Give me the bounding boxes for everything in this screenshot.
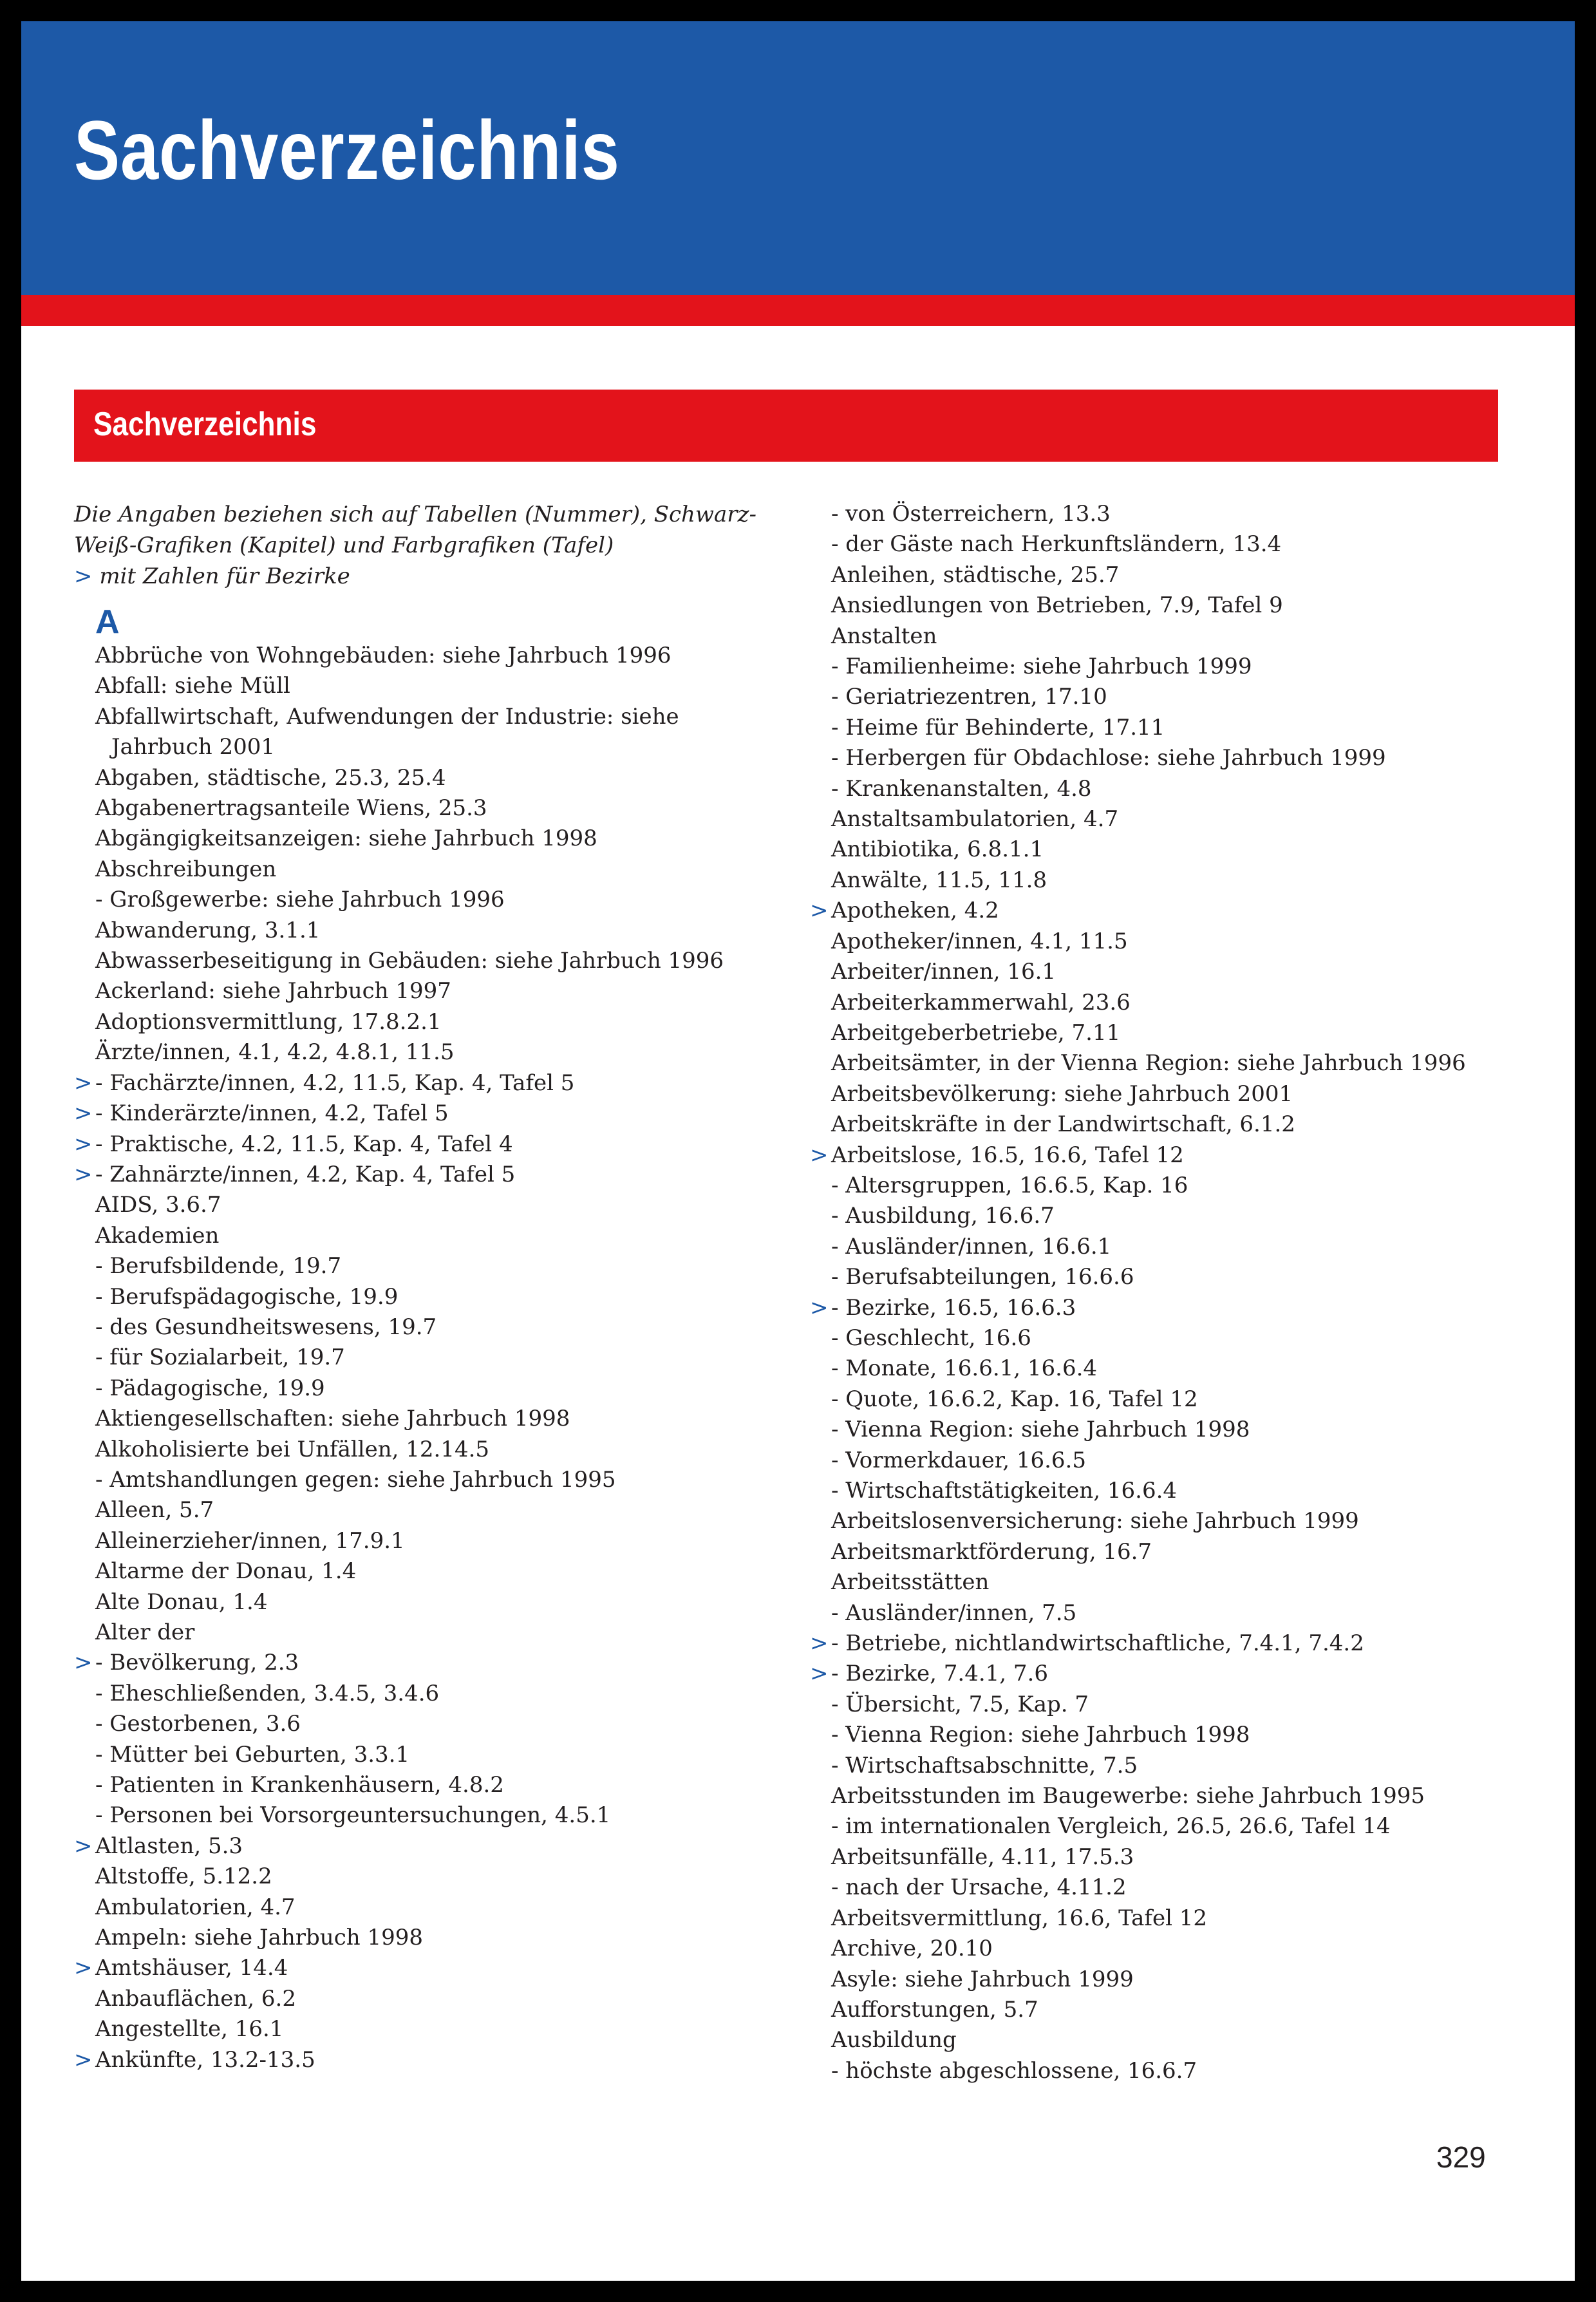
district-marker-symbol: > [74, 563, 93, 589]
section-title: Sachverzeichnis [93, 406, 317, 443]
index-entry [74, 1312, 814, 1343]
index-entry-text: Antibiotika, 6.8.1.1 [831, 836, 1044, 863]
index-entry [74, 1984, 814, 2014]
district-marker: > [74, 1833, 93, 1859]
index-entry [810, 560, 1537, 590]
index-entry-text: - Vienna Region: siehe Jahrbuch 1998 [831, 1722, 1250, 1748]
index-entry [74, 1221, 814, 1251]
index-entry [74, 1160, 814, 1190]
index-entry-text: - Mütter bei Geburten, 3.3.1 [95, 1741, 410, 1768]
page-number: 329 [1436, 2140, 1486, 2174]
index-entry-text: - Geriatriezentren, 17.10 [831, 684, 1107, 710]
index-entry-text: - Großgewerbe: siehe Jahrbuch 1996 [95, 887, 505, 913]
index-entry-text: Altstoffe, 5.12.2 [95, 1863, 272, 1890]
index-entry-text: - Quote, 16.6.2, Kap. 16, Tafel 12 [831, 1386, 1198, 1412]
index-entry-text: Ampeln: siehe Jahrbuch 1998 [95, 1925, 423, 1951]
index-entry-text: AIDS, 3.6.7 [95, 1192, 221, 1218]
index-entry [74, 763, 814, 793]
index-entry [810, 1079, 1537, 1109]
index-entry [810, 1506, 1537, 1536]
index-entry [810, 1965, 1537, 1995]
index-entry-text: - Gestorbenen, 3.6 [95, 1711, 301, 1737]
index-entry [810, 1659, 1537, 1689]
index-entry [74, 1892, 814, 1923]
index-entry [810, 1903, 1537, 1934]
index-entry-text: - Ausländer/innen, 7.5 [831, 1599, 1077, 1626]
index-entry-text: - Pädagogische, 19.9 [95, 1375, 325, 1401]
index-entry [74, 1618, 814, 1648]
index-entry [74, 1709, 814, 1739]
index-entry [810, 988, 1537, 1018]
index-entry-text: Alkoholisierte bei Unfällen, 12.14.5 [95, 1436, 490, 1462]
index-entry [74, 1129, 814, 1160]
index-entry [810, 1934, 1537, 1964]
index-entry [810, 1628, 1537, 1659]
index-entry [74, 824, 814, 854]
index-entry [810, 774, 1537, 804]
index-entry [74, 1556, 814, 1587]
index-entry [74, 1404, 814, 1434]
index-entry-text: Anstalten [831, 623, 937, 649]
index-entry-text: - Vienna Region: siehe Jahrbuch 1998 [831, 1417, 1250, 1443]
index-entry-text: Arbeitslosenversicherung: siehe Jahrbuch 1999 [831, 1508, 1359, 1534]
index-entry-text: Abfall: siehe Müll [95, 673, 290, 699]
index-entry [810, 865, 1537, 896]
index-entry-text: Alleen, 5.7 [95, 1497, 214, 1524]
index-entry [810, 652, 1537, 682]
index-entry-text: - Betriebe, nichtlandwirtschaftliche, 7.4.1, 7.4.2 [831, 1630, 1364, 1657]
index-entry-text: Arbeitgeberbetriebe, 7.11 [831, 1019, 1121, 1046]
district-marker: > [74, 2046, 93, 2073]
index-entry [810, 1262, 1537, 1292]
index-entry-text: Abwasserbeseitigung in Gebäuden: siehe Jahrbuch 1996 [95, 948, 724, 974]
index-entry-text: Arbeitsvermittlung, 16.6, Tafel 12 [831, 1905, 1208, 1931]
document-page [21, 21, 1575, 2281]
index-entry [74, 885, 814, 915]
index-entry [810, 1323, 1537, 1354]
index-entry [810, 590, 1537, 621]
index-entry-text: Adoptionsvermittlung, 17.8.2.1 [95, 1008, 442, 1035]
index-entry-text: - Berufspädagogische, 19.9 [95, 1283, 399, 1310]
index-entry-text: - Fachärzte/innen, 4.2, 11.5, Kap. 4, Tafel 5 [95, 1070, 575, 1096]
index-list-right [810, 499, 1537, 2086]
index-entry-text: - des Gesundheitswesens, 19.7 [95, 1314, 437, 1340]
index-entry-text: Arbeitsmarktförderung, 16.7 [831, 1538, 1152, 1565]
index-entry [810, 1598, 1537, 1628]
index-entry [74, 732, 814, 762]
index-entry [810, 1873, 1537, 1903]
index-entry-text: Anstaltsambulatorien, 4.7 [831, 806, 1119, 833]
index-entry [74, 2014, 814, 2044]
index-entry-text: - Kinderärzte/innen, 4.2, Tafel 5 [95, 1100, 449, 1127]
index-entry-text: - Bezirke, 16.5, 16.6.3 [831, 1294, 1076, 1321]
index-entry-text: Arbeitslose, 16.5, 16.6, Tafel 12 [831, 1142, 1184, 1168]
index-entry [810, 1995, 1537, 2025]
index-entry-text: - Bevölkerung, 2.3 [95, 1650, 299, 1676]
index-entry-text: Ärzte/innen, 4.1, 4.2, 4.8.1, 11.5 [95, 1039, 455, 1066]
index-entry-text: - Geschlecht, 16.6 [831, 1325, 1031, 1351]
index-entry-text: Apotheken, 4.2 [831, 898, 999, 924]
index-entry-text: - Herbergen für Obdachlose: siehe Jahrbuch 1999 [831, 745, 1386, 771]
index-entry-text: - Berufsbildende, 19.7 [95, 1253, 342, 1279]
index-entry-text: Arbeitskräfte in der Landwirtschaft, 6.1.2 [831, 1111, 1295, 1138]
index-entry [74, 1526, 814, 1556]
index-entry [74, 946, 814, 976]
index-entry-text: - von Österreichern, 13.3 [831, 501, 1111, 527]
index-entry-text: - Altersgruppen, 16.6.5, Kap. 16 [831, 1172, 1188, 1198]
index-entry [74, 702, 814, 732]
index-entry [74, 1923, 814, 1953]
index-entry-text: Ackerland: siehe Jahrbuch 1997 [95, 978, 451, 1005]
index-entry [74, 1679, 814, 1709]
index-entry [810, 804, 1537, 835]
index-entry [74, 1190, 814, 1220]
index-entry [74, 1862, 814, 1892]
index-entry [810, 1537, 1537, 1567]
index-entry [74, 1648, 814, 1678]
index-entry-text: Abschreibungen [95, 856, 277, 882]
index-entry-text: Alleinerzieher/innen, 17.9.1 [95, 1527, 405, 1554]
index-entry-text: - Familienheime: siehe Jahrbuch 1999 [831, 654, 1252, 680]
index-entry-text: Alter der [95, 1619, 195, 1645]
index-entry-text: Arbeitsstätten [831, 1569, 990, 1596]
index-entry [810, 1048, 1537, 1079]
index-entry [74, 1037, 814, 1068]
index-entry-text: - Übersicht, 7.5, Kap. 7 [831, 1691, 1089, 1717]
index-entry [810, 1293, 1537, 1323]
index-entry [74, 1251, 814, 1281]
intro-legend [74, 561, 814, 592]
index-entry [810, 1201, 1537, 1231]
district-marker: > [74, 1070, 93, 1096]
index-entry [74, 1740, 814, 1770]
index-entry-text: Anwälte, 11.5, 11.8 [831, 867, 1047, 893]
district-marker: > [74, 1131, 93, 1157]
index-entry [810, 835, 1537, 865]
index-entry [810, 1690, 1537, 1720]
index-entry [810, 1109, 1537, 1140]
index-list-left [74, 641, 814, 2075]
index-entry [810, 1354, 1537, 1384]
index-entry-text: - Ausbildung, 16.6.7 [831, 1203, 1055, 1229]
index-entry [74, 1282, 814, 1312]
index-entry [810, 1446, 1537, 1476]
index-entry [810, 1232, 1537, 1262]
index-entry-text: - Praktische, 4.2, 11.5, Kap. 4, Tafel 4 [95, 1131, 513, 1157]
index-entry-text: Abgaben, städtische, 25.3, 25.4 [95, 764, 446, 791]
index-entry-text: Anleihen, städtische, 25.7 [831, 561, 1120, 588]
index-entry [74, 641, 814, 671]
section-bar [74, 390, 1498, 462]
index-entry-text: Ankünfte, 13.2-13.5 [95, 2046, 315, 2073]
intro-note [74, 499, 814, 592]
index-entry-text: Altlasten, 5.3 [95, 1833, 243, 1859]
index-entry-text: Arbeiter/innen, 16.1 [831, 959, 1056, 985]
index-entry-text: Ansiedlungen von Betrieben, 7.9, Tafel 9 [831, 592, 1283, 619]
index-entry [74, 1435, 814, 1465]
index-entry [810, 927, 1537, 957]
index-entry-text: Aufforstungen, 5.7 [831, 1996, 1038, 2023]
index-entry [810, 1476, 1537, 1506]
index-entry-text: - Monate, 16.6.1, 16.6.4 [831, 1355, 1098, 1382]
index-entry [810, 621, 1537, 652]
district-marker: > [74, 1100, 93, 1127]
index-entry-text: - Patienten in Krankenhäusern, 4.8.2 [95, 1772, 504, 1798]
header-band [21, 21, 1575, 295]
index-entry-text: Jahrbuch 2001 [111, 734, 275, 760]
index-entry [810, 1415, 1537, 1445]
district-marker: > [74, 1650, 93, 1676]
index-entry [810, 1720, 1537, 1750]
index-entry [810, 682, 1537, 712]
district-marker: > [74, 1161, 93, 1187]
index-entry-text: Arbeiterkammerwahl, 23.6 [831, 989, 1131, 1015]
index-entry-text: Arbeitsbevölkerung: siehe Jahrbuch 2001 [831, 1080, 1293, 1107]
index-entry-text: - nach der Ursache, 4.11.2 [831, 1874, 1127, 1901]
index-entry [810, 2056, 1537, 2086]
index-entry [810, 1751, 1537, 1781]
index-entry [74, 976, 814, 1006]
index-entry [810, 957, 1537, 987]
index-entry-text: Amtshäuser, 14.4 [95, 1955, 288, 1981]
index-entry-text: - Amtshandlungen gegen: siehe Jahrbuch 1995 [95, 1466, 616, 1493]
district-marker: > [74, 1955, 93, 1981]
index-entry [74, 1099, 814, 1129]
index-entry [74, 1770, 814, 1800]
index-entry-text: - Heime für Behinderte, 17.11 [831, 714, 1165, 741]
index-entry-text: - Vormerkdauer, 16.6.5 [831, 1447, 1086, 1473]
index-entry-text: - für Sozialarbeit, 19.7 [95, 1344, 345, 1371]
index-entry-text: - Wirtschaftstätigkeiten, 16.6.4 [831, 1478, 1178, 1504]
index-entry-text: - der Gäste nach Herkunftsländern, 13.4 [831, 531, 1282, 558]
index-entry [74, 1007, 814, 1037]
index-entry-text: Arbeitsunfälle, 4.11, 17.5.3 [831, 1844, 1134, 1870]
index-entry-text: Alte Donau, 1.4 [95, 1589, 268, 1615]
index-entry [810, 1384, 1537, 1415]
index-entry [810, 1567, 1537, 1598]
index-entry [810, 1140, 1537, 1171]
index-entry [74, 1495, 814, 1525]
index-entry-text: Ambulatorien, 4.7 [95, 1894, 296, 1920]
index-entry-text: Akademien [95, 1222, 220, 1249]
index-entry-text: Asyle: siehe Jahrbuch 1999 [831, 1966, 1134, 1992]
index-entry-text: Abbrüche von Wohngebäuden: siehe Jahrbuch 1996 [95, 643, 671, 668]
index-entry [74, 1343, 814, 1373]
index-entry [74, 854, 814, 885]
index-entry [810, 2025, 1537, 2055]
index-entry [810, 1171, 1537, 1201]
index-entry-text: Arbeitsämter, in der Vienna Region: siehe Jahrbuch 1996 [831, 1050, 1466, 1077]
intro-legend-text: mit Zahlen für Bezirke [99, 563, 350, 589]
index-entry [810, 713, 1537, 743]
district-marker: > [810, 898, 829, 924]
index-entry [810, 499, 1537, 529]
index-entry-text: Abgängigkeitsanzeigen: siehe Jahrbuch 1998 [95, 826, 597, 852]
index-entry [74, 1800, 814, 1831]
index-entry [74, 1373, 814, 1404]
index-entry-text: Archive, 20.10 [831, 1936, 993, 1962]
district-marker: > [810, 1661, 829, 1687]
index-entry [74, 671, 814, 701]
index-entry [810, 743, 1537, 773]
index-entry-text: - höchste abgeschlossene, 16.6.7 [831, 2057, 1197, 2084]
index-entry-text: - Bezirke, 7.4.1, 7.6 [831, 1661, 1048, 1687]
index-entry [74, 1587, 814, 1618]
index-entry-text: - Berufsabteilungen, 16.6.6 [831, 1264, 1134, 1290]
index-entry-text: Angestellte, 16.1 [95, 2016, 284, 2043]
index-entry-text: Altarme der Donau, 1.4 [95, 1558, 357, 1585]
district-marker: > [810, 1630, 829, 1657]
index-entry [74, 1953, 814, 1983]
index-entry [74, 1465, 814, 1495]
index-entry [74, 2045, 814, 2075]
district-marker: > [810, 1142, 829, 1168]
index-column-right [810, 499, 1537, 2086]
index-entry-text: - Eheschließenden, 3.4.5, 3.4.6 [95, 1680, 440, 1706]
index-entry-text: - Krankenanstalten, 4.8 [831, 775, 1092, 802]
index-entry-text: - Zahnärzte/innen, 4.2, Kap. 4, Tafel 5 [95, 1161, 516, 1187]
page-title: Sachverzeichnis [74, 103, 620, 197]
index-entry-text: Ausbildung [831, 2027, 957, 2053]
index-entry [74, 916, 814, 946]
intro-line: Weiß-Grafiken (Kapitel) und Farbgrafiken (Tafel) [74, 533, 614, 558]
index-entry [810, 1811, 1537, 1842]
index-entry [810, 896, 1537, 926]
index-entry [810, 1781, 1537, 1811]
index-entry [74, 1068, 814, 1099]
index-entry-text: Anbauflächen, 6.2 [95, 1985, 296, 2012]
index-entry-text: - Ausländer/innen, 16.6.1 [831, 1233, 1112, 1259]
index-entry-text: - Wirtschaftsabschnitte, 7.5 [831, 1752, 1138, 1778]
district-marker: > [810, 1294, 829, 1321]
index-entry-text: Aktiengesellschaften: siehe Jahrbuch 1998 [95, 1406, 570, 1432]
index-entry [810, 529, 1537, 560]
index-entry-text: Apotheker/innen, 4.1, 11.5 [831, 928, 1128, 954]
index-entry-text: Abfallwirtschaft, Aufwendungen der Industrie: siehe [95, 703, 679, 730]
index-entry-text: Abwanderung, 3.1.1 [95, 917, 321, 943]
index-entry-text: Abgabenertragsanteile Wiens, 25.3 [95, 795, 487, 822]
index-entry [810, 1842, 1537, 1873]
index-entry [74, 793, 814, 824]
intro-line: Die Angaben beziehen sich auf Tabellen (Nummer), Schwarz- [74, 502, 756, 527]
index-entry [74, 1831, 814, 1862]
header-red-stripe [21, 295, 1575, 326]
index-column-left [74, 499, 814, 2075]
index-entry-text: - Personen bei Vorsorgeuntersuchungen, 4.5.1 [95, 1802, 611, 1829]
index-entry-text: - im internationalen Vergleich, 26.5, 26.6, Tafel 14 [831, 1813, 1391, 1840]
index-letter-heading: A [95, 603, 120, 641]
index-entry-text: Arbeitsstunden im Baugewerbe: siehe Jahrbuch 1995 [831, 1783, 1425, 1809]
index-entry [810, 1018, 1537, 1048]
